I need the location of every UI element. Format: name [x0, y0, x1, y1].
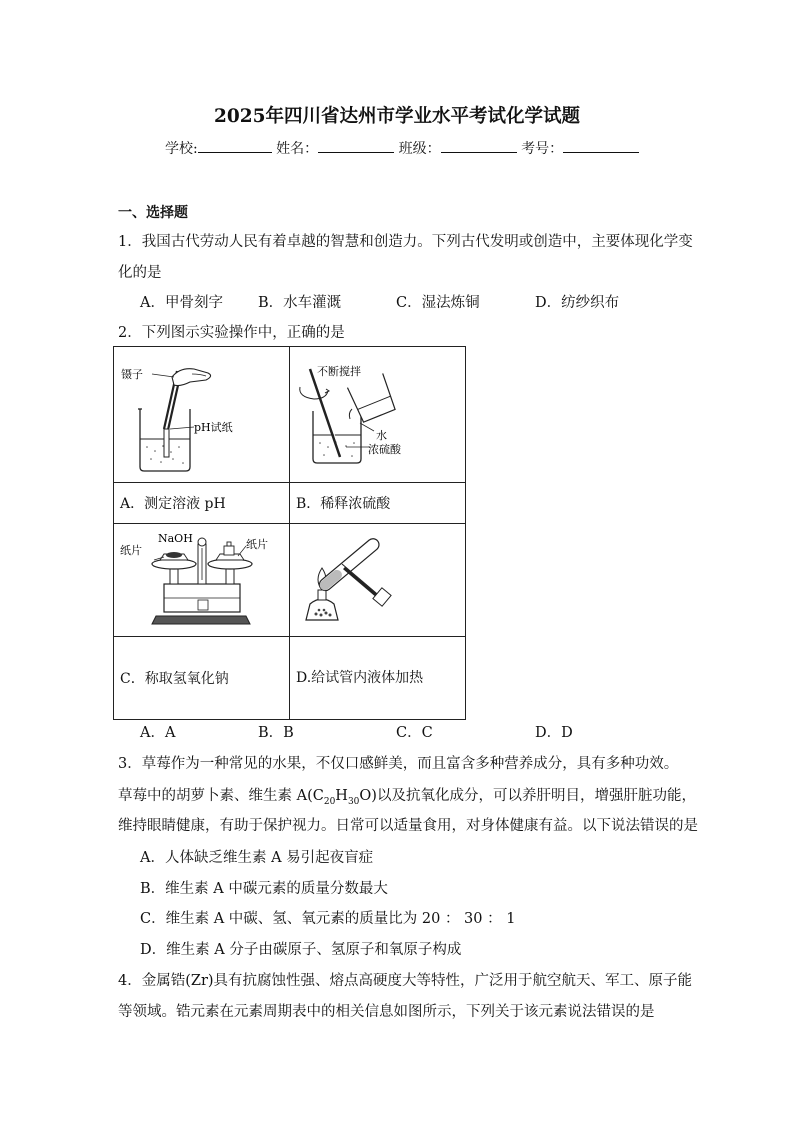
label-ph-paper: pH试纸 — [194, 421, 233, 434]
q2-option-a[interactable]: A．A — [140, 725, 176, 741]
q2-option-b[interactable]: B．B — [258, 725, 294, 741]
q1-option-c[interactable]: C．湿法炼铜 — [396, 295, 480, 311]
q4-stem-line2: 等领域。锆元素在元素周期表中的相关信息如图所示，下列关于该元素说法错误的是 — [118, 1004, 655, 1020]
q2-figure-table — [113, 346, 466, 720]
label-water: 水 — [376, 429, 387, 442]
q1-stem-line1: 1．我国古代劳动人民有着卓越的智慧和创造力。下列古代发明或创造中，主要体现化学变 — [118, 234, 693, 250]
figure-ph-test — [114, 347, 289, 482]
q1-stem-line2: 化的是 — [118, 265, 162, 281]
q2-option-c[interactable]: C．C — [396, 725, 433, 741]
student-info-line — [165, 138, 639, 158]
page-title: 2025年四川省达州市学业水平考试化学试题 — [214, 106, 580, 127]
name-blank[interactable] — [318, 139, 394, 153]
q3-stem-line1: 3．草莓作为一种常见的水果，不仅口感鲜美，而且富含多种营养成分，具有多种功效。 — [118, 756, 679, 772]
exam-no-blank[interactable] — [563, 139, 639, 153]
figure-dilute-acid — [290, 347, 465, 482]
caption-c: C．称取氢氧化钠 — [114, 637, 290, 720]
q3-option-c[interactable]: C．维生素 A 中碳、氢、氧元素的质量比为 20 ： 30 ： 1 — [140, 911, 516, 927]
name-label: 姓名： — [276, 141, 319, 157]
section-heading: 一、选择题 — [118, 205, 188, 221]
q3-stem-line2: 草莓中的胡萝卜素、维生素 $A(C_{20}H_{30}O)$以及抗氧化成分，可以养肝明目，增强肝脏功能， — [118, 788, 696, 807]
caption-b: B．稀释浓硫酸 — [290, 483, 466, 524]
label-stir: 不断搅拌 — [317, 365, 361, 378]
class-label: 班级： — [398, 141, 441, 157]
q2-option-d[interactable]: D．D — [535, 725, 573, 741]
q3-option-d[interactable]: D．维生素 A 分子由碳原子、氢原子和氧原子构成 — [140, 942, 462, 958]
label-conc-acid: 浓硫酸 — [368, 443, 401, 456]
school-label: 学校: — [165, 141, 198, 157]
q3-stem-line3: 维持眼睛健康，有助于保护视力。日常可以适量食用，对身体健康有益。以下说法错误的是 — [118, 818, 698, 834]
q1-option-d[interactable]: D．纺纱织布 — [535, 295, 620, 311]
q2-stem: 2．下列图示实验操作中，正确的是 — [118, 325, 345, 341]
exam-no-label: 考号： — [521, 141, 564, 157]
caption-a: A．测定溶液 pH — [114, 483, 290, 524]
q3-option-a[interactable]: A．人体缺乏维生素 A 易引起夜盲症 — [140, 850, 374, 866]
q4-stem-line1: 4．金属锆(Zr)具有抗腐蚀性强、熔点高硬度大等特性，广泛用于航空航天、军工、原子能 — [118, 973, 693, 989]
caption-d: D.给试管内液体加热 — [290, 637, 466, 720]
school-blank[interactable] — [198, 139, 272, 153]
q1-option-a[interactable]: A．甲骨刻字 — [140, 295, 223, 311]
figure-balance — [114, 524, 289, 636]
figure-heat-tube — [290, 524, 465, 636]
label-paper-right: 纸片 — [246, 538, 268, 551]
q3-option-b[interactable]: B．维生素 A 中碳元素的质量分数最大 — [140, 881, 388, 897]
q1-option-b[interactable]: B．水车灌溉 — [258, 295, 342, 311]
label-tweezers: 镊子 — [121, 368, 143, 381]
class-blank[interactable] — [441, 139, 517, 153]
label-naoh: NaOH — [158, 532, 193, 545]
label-paper-left: 纸片 — [120, 544, 142, 557]
